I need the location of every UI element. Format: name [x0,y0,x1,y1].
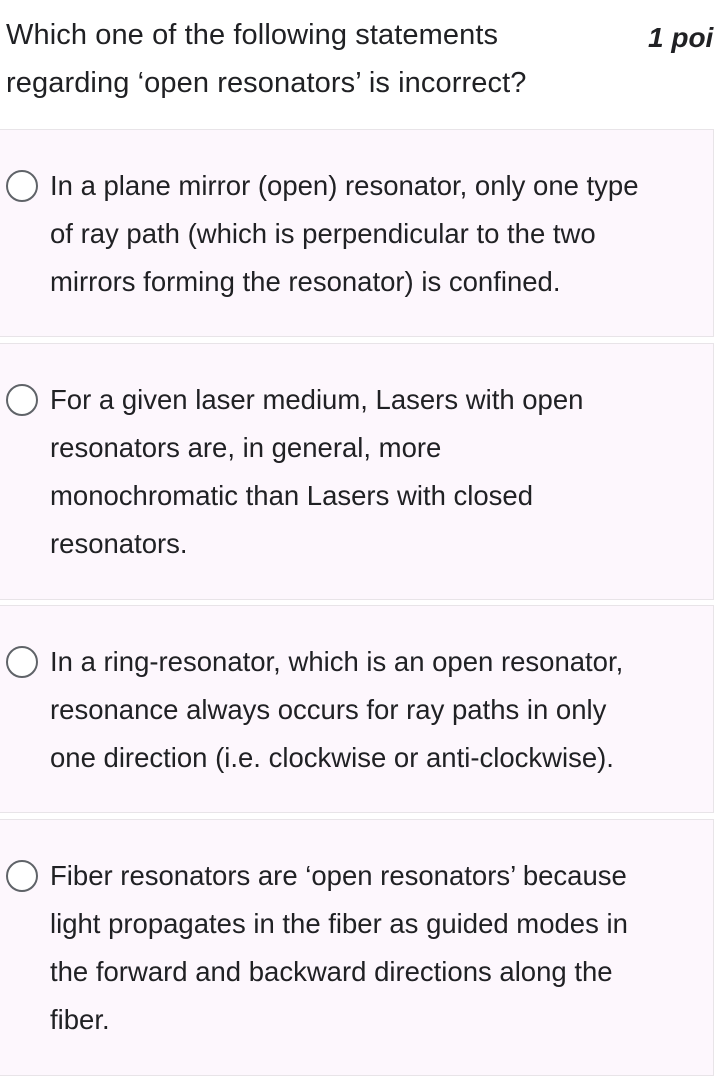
radio-unselected-icon[interactable] [6,860,38,892]
radio-unselected-icon[interactable] [6,646,38,678]
answer-option-label: Fiber resonators are ‘open resonators’ because light propagates in the fiber as guided modes in the forward and backward directions along the fiber. [50,860,628,1035]
answer-option-4[interactable] [0,819,714,1076]
answer-option-label: In a plane mirror (open) resonator, only one type of ray path (which is perpendicular to the two mirrors forming the resonator) is confined. [50,170,639,297]
answer-option-2[interactable] [0,343,714,600]
points-label: 1 poi [648,22,714,53]
radio-unselected-icon[interactable] [6,384,38,416]
radio-unselected-icon[interactable] [6,170,38,202]
answer-option-1[interactable] [0,129,714,337]
answer-option-label: For a given laser medium, Lasers with open resonators are, in general, more monochromatic than Lasers with closed resonators. [50,384,584,559]
answer-option-3[interactable] [0,605,714,813]
question-text: Which one of the following statements regarding ‘open resonators’ is incorrect? [6,19,527,99]
answer-option-label: In a ring-resonator, which is an open resonator, resonance always occurs for ray paths in only one direction (i.e. clockwise or anti-clockwise). [50,646,624,773]
question-header [0,0,721,128]
